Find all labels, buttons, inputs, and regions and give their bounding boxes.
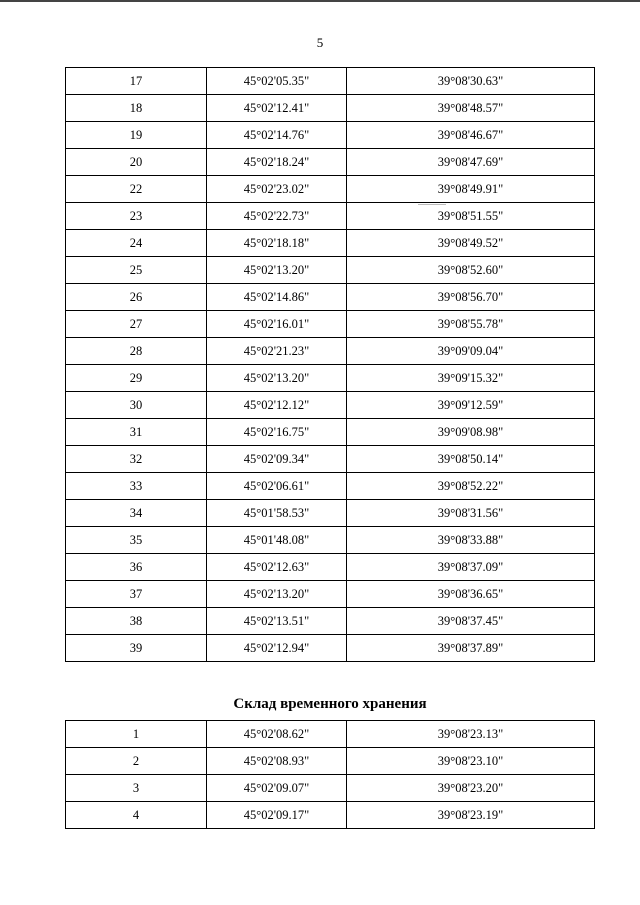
longitude-cell: 39°08'56.70" xyxy=(347,284,595,311)
longitude-cell: 39°08'23.20" xyxy=(347,775,595,802)
table-row xyxy=(66,635,595,662)
latitude-cell: 45°02'12.41" xyxy=(207,95,347,122)
latitude-cell: 45°02'09.17" xyxy=(207,802,347,829)
table-row xyxy=(66,122,595,149)
latitude-cell: 45°01'48.08" xyxy=(207,527,347,554)
point-number-cell: 2 xyxy=(66,748,207,775)
point-number-cell: 31 xyxy=(66,419,207,446)
latitude-cell: 45°01'58.53" xyxy=(207,500,347,527)
longitude-cell: 39°08'37.89" xyxy=(347,635,595,662)
table-row xyxy=(66,257,595,284)
point-number-cell: 36 xyxy=(66,554,207,581)
longitude-cell: 39°08'23.13" xyxy=(347,721,595,748)
table-row xyxy=(66,721,595,748)
latitude-cell: 45°02'06.61" xyxy=(207,473,347,500)
point-number-cell: 26 xyxy=(66,284,207,311)
longitude-cell: 39°08'49.52" xyxy=(347,230,595,257)
point-number-cell: 17 xyxy=(66,68,207,95)
point-number-cell: 18 xyxy=(66,95,207,122)
point-number-cell: 37 xyxy=(66,581,207,608)
point-number-cell: 29 xyxy=(66,365,207,392)
latitude-cell: 45°02'08.62" xyxy=(207,721,347,748)
point-number-cell: 23 xyxy=(66,203,207,230)
point-number-cell: 3 xyxy=(66,775,207,802)
section-title-storage: Склад временного хранения xyxy=(233,696,427,712)
coordinates-table xyxy=(65,67,595,662)
latitude-cell: 45°02'12.94" xyxy=(207,635,347,662)
latitude-cell: 45°02'18.18" xyxy=(207,230,347,257)
point-number-cell: 39 xyxy=(66,635,207,662)
table-row xyxy=(66,284,595,311)
point-number-cell: 34 xyxy=(66,500,207,527)
point-number-cell: 33 xyxy=(66,473,207,500)
table-row xyxy=(66,748,595,775)
latitude-cell: 45°02'09.07" xyxy=(207,775,347,802)
latitude-cell: 45°02'16.75" xyxy=(207,419,347,446)
table-row xyxy=(66,500,595,527)
point-number-cell: 38 xyxy=(66,608,207,635)
table-row xyxy=(66,365,595,392)
longitude-cell: 39°08'49.91" xyxy=(347,176,595,203)
latitude-cell: 45°02'16.01" xyxy=(207,311,347,338)
latitude-cell: 45°02'13.20" xyxy=(207,257,347,284)
longitude-cell: 39°08'36.65" xyxy=(347,581,595,608)
storage-coordinates-table xyxy=(65,720,595,829)
table-row xyxy=(66,554,595,581)
table-row xyxy=(66,95,595,122)
longitude-cell: 39°09'12.59" xyxy=(347,392,595,419)
latitude-cell: 45°02'05.35" xyxy=(207,68,347,95)
table-row xyxy=(66,176,595,203)
table-row xyxy=(66,419,595,446)
longitude-cell: 39°08'55.78" xyxy=(347,311,595,338)
table-row xyxy=(66,775,595,802)
page-number: 5 xyxy=(316,35,324,50)
table-row xyxy=(66,149,595,176)
top-border-line xyxy=(0,0,640,2)
longitude-cell: 39°09'08.98" xyxy=(347,419,595,446)
longitude-cell: 39°08'37.45" xyxy=(347,608,595,635)
longitude-cell: 39°08'30.63" xyxy=(347,68,595,95)
longitude-cell: 39°08'33.88" xyxy=(347,527,595,554)
longitude-cell: 39°08'52.22" xyxy=(347,473,595,500)
scan-artifact xyxy=(418,204,446,205)
table-row xyxy=(66,446,595,473)
latitude-cell: 45°02'08.93" xyxy=(207,748,347,775)
latitude-cell: 45°02'22.73" xyxy=(207,203,347,230)
latitude-cell: 45°02'13.20" xyxy=(207,365,347,392)
table-row xyxy=(66,311,595,338)
table-row xyxy=(66,230,595,257)
point-number-cell: 27 xyxy=(66,311,207,338)
longitude-cell: 39°08'23.19" xyxy=(347,802,595,829)
point-number-cell: 4 xyxy=(66,802,207,829)
latitude-cell: 45°02'23.02" xyxy=(207,176,347,203)
longitude-cell: 39°08'51.55" xyxy=(347,203,595,230)
point-number-cell: 35 xyxy=(66,527,207,554)
table-row xyxy=(66,392,595,419)
latitude-cell: 45°02'14.76" xyxy=(207,122,347,149)
latitude-cell: 45°02'21.23" xyxy=(207,338,347,365)
latitude-cell: 45°02'13.51" xyxy=(207,608,347,635)
table-row xyxy=(66,581,595,608)
table-row xyxy=(66,338,595,365)
table-row xyxy=(66,608,595,635)
longitude-cell: 39°08'37.09" xyxy=(347,554,595,581)
latitude-cell: 45°02'14.86" xyxy=(207,284,347,311)
latitude-cell: 45°02'12.63" xyxy=(207,554,347,581)
latitude-cell: 45°02'18.24" xyxy=(207,149,347,176)
longitude-cell: 39°09'09.04" xyxy=(347,338,595,365)
table-row xyxy=(66,473,595,500)
longitude-cell: 39°08'50.14" xyxy=(347,446,595,473)
longitude-cell: 39°08'47.69" xyxy=(347,149,595,176)
table-row xyxy=(66,68,595,95)
point-number-cell: 25 xyxy=(66,257,207,284)
latitude-cell: 45°02'12.12" xyxy=(207,392,347,419)
latitude-cell: 45°02'13.20" xyxy=(207,581,347,608)
point-number-cell: 30 xyxy=(66,392,207,419)
latitude-cell: 45°02'09.34" xyxy=(207,446,347,473)
longitude-cell: 39°09'15.32" xyxy=(347,365,595,392)
table-row xyxy=(66,527,595,554)
longitude-cell: 39°08'23.10" xyxy=(347,748,595,775)
longitude-cell: 39°08'46.67" xyxy=(347,122,595,149)
point-number-cell: 22 xyxy=(66,176,207,203)
table-row xyxy=(66,802,595,829)
point-number-cell: 19 xyxy=(66,122,207,149)
point-number-cell: 20 xyxy=(66,149,207,176)
longitude-cell: 39°08'31.56" xyxy=(347,500,595,527)
point-number-cell: 28 xyxy=(66,338,207,365)
point-number-cell: 32 xyxy=(66,446,207,473)
longitude-cell: 39°08'48.57" xyxy=(347,95,595,122)
table-row xyxy=(66,203,595,230)
longitude-cell: 39°08'52.60" xyxy=(347,257,595,284)
point-number-cell: 1 xyxy=(66,721,207,748)
point-number-cell: 24 xyxy=(66,230,207,257)
